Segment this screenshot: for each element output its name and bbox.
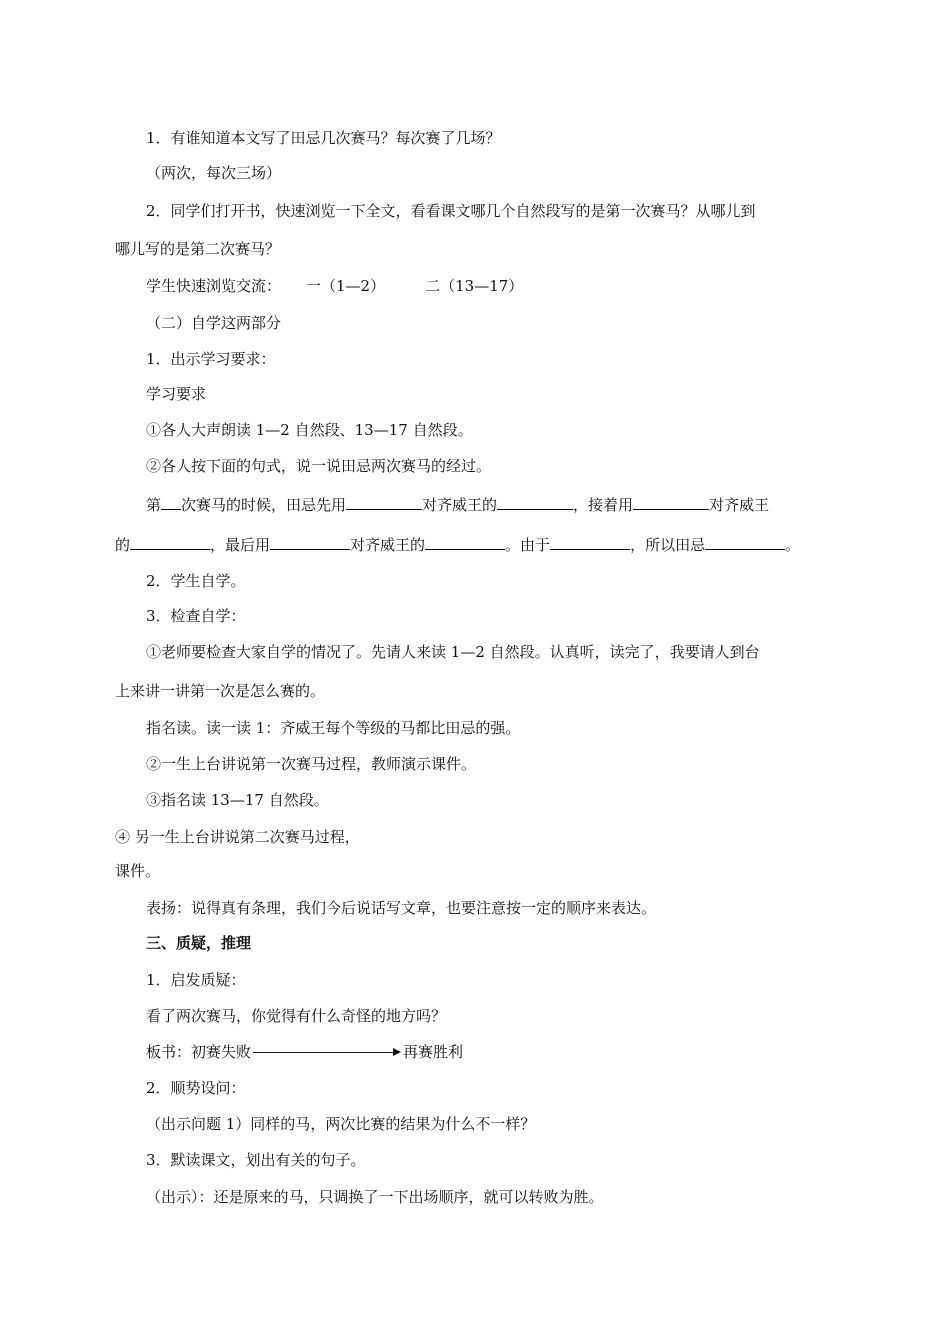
shown-sentence: （出示）：还是原来的马，只调换了一下出场顺序，就可以转败为胜。 xyxy=(146,1188,604,1206)
fill-text: 对齐威王的 xyxy=(422,496,498,514)
fill-text: 次赛马的时候，田忌先用 xyxy=(181,496,347,514)
question-1-shown: （出示问题 1）同样的马，两次比赛的结果为什么不一样？ xyxy=(146,1115,536,1133)
question-2-line-1: 2．同学们打开书，快速浏览一下全文，看看课文哪几个自然段写的是第一次赛马？从哪儿到 xyxy=(146,202,756,220)
requirement-1: ①各人大声朗读 1—2 自然段、13—17 自然段。 xyxy=(146,421,473,439)
fill-text: 第 xyxy=(146,496,162,514)
answer-1: （两次，每次三场） xyxy=(146,164,282,182)
student-browse-label: 学生快速浏览交流： xyxy=(146,277,282,295)
step-1-requirements: 1．出示学习要求： xyxy=(146,350,276,368)
part-one-range: 一（1—2） xyxy=(306,277,386,295)
fill-text: ，最后用 xyxy=(210,536,271,554)
right-arrow-icon xyxy=(253,1047,401,1059)
step-3-check: 3．检查自学： xyxy=(146,607,246,625)
fill-in-sentence-line-2 xyxy=(115,534,800,555)
fill-in-sentence-line-1 xyxy=(146,494,769,515)
check-item-1-line-2: 上来讲一讲第一次是怎么赛的。 xyxy=(115,682,326,700)
blackboard-start: 板书：初赛失败 xyxy=(146,1043,252,1061)
section-self-study: （二）自学这两部分 xyxy=(146,314,282,332)
fill-text: 的 xyxy=(115,536,131,554)
fill-text: 对齐威王 xyxy=(709,496,770,514)
prompt-question: 看了两次赛马，你觉得有什么奇怪的地方吗？ xyxy=(146,1007,447,1025)
part-two-range: 二（13—17） xyxy=(425,277,524,295)
praise-line: 表扬：说得真有条理，我们今后说话写文章，也要注意按一定的顺序来表达。 xyxy=(146,899,657,917)
check-item-3: ③指名读 13—17 自然段。 xyxy=(146,791,329,809)
blank-line xyxy=(705,534,785,550)
blank-line xyxy=(346,494,422,510)
step-3-read: 3．默读课文，划出有关的句子。 xyxy=(146,1151,366,1169)
blackboard-line xyxy=(146,1042,463,1062)
blank-line xyxy=(130,534,210,550)
step-1-question: 1．启发质疑： xyxy=(146,971,246,989)
check-item-4: ④ 另一生上台讲说第二次赛马过程， xyxy=(115,828,360,846)
student-browse-line xyxy=(146,276,523,296)
blank-line xyxy=(497,494,573,510)
fill-text: 。由于 xyxy=(505,536,551,554)
section-heading-3: 三、质疑，推理 xyxy=(146,934,252,952)
blank-line xyxy=(425,534,505,550)
blank-line xyxy=(270,534,350,550)
named-reading: 指名读。读一读 1：齐威王每个等级的马都比田忌的强。 xyxy=(146,719,521,737)
fill-text: ，接着用 xyxy=(573,496,634,514)
blank-line xyxy=(633,494,709,510)
blackboard-end: 再赛胜利 xyxy=(403,1043,464,1061)
step-2-self-study: 2．学生自学。 xyxy=(146,572,246,590)
blank-line xyxy=(161,494,181,510)
requirement-2: ②各人按下面的句式，说一说田忌两次赛马的经过。 xyxy=(146,457,492,475)
courseware-fragment: 课件。 xyxy=(115,862,161,880)
check-item-1-line-1: ①老师要检查大家自学的情况了。先请人来读 1—2 自然段。认真听，读完了，我要请人到台 xyxy=(146,643,760,661)
fill-text: 。 xyxy=(785,536,801,554)
question-2-line-2: 哪儿写的是第二次赛马？ xyxy=(115,240,281,258)
blank-line xyxy=(550,534,630,550)
question-1: 1．有谁知道本文写了田忌几次赛马？每次赛了几场？ xyxy=(146,129,501,147)
fill-text: 对齐威王的 xyxy=(350,536,426,554)
requirements-heading: 学习要求 xyxy=(146,385,207,403)
step-2-question: 2．顺势设问： xyxy=(146,1079,246,1097)
check-item-2: ②一生上台讲说第一次赛马过程，教师演示课件。 xyxy=(146,755,477,773)
fill-text: ，所以田忌 xyxy=(630,536,706,554)
